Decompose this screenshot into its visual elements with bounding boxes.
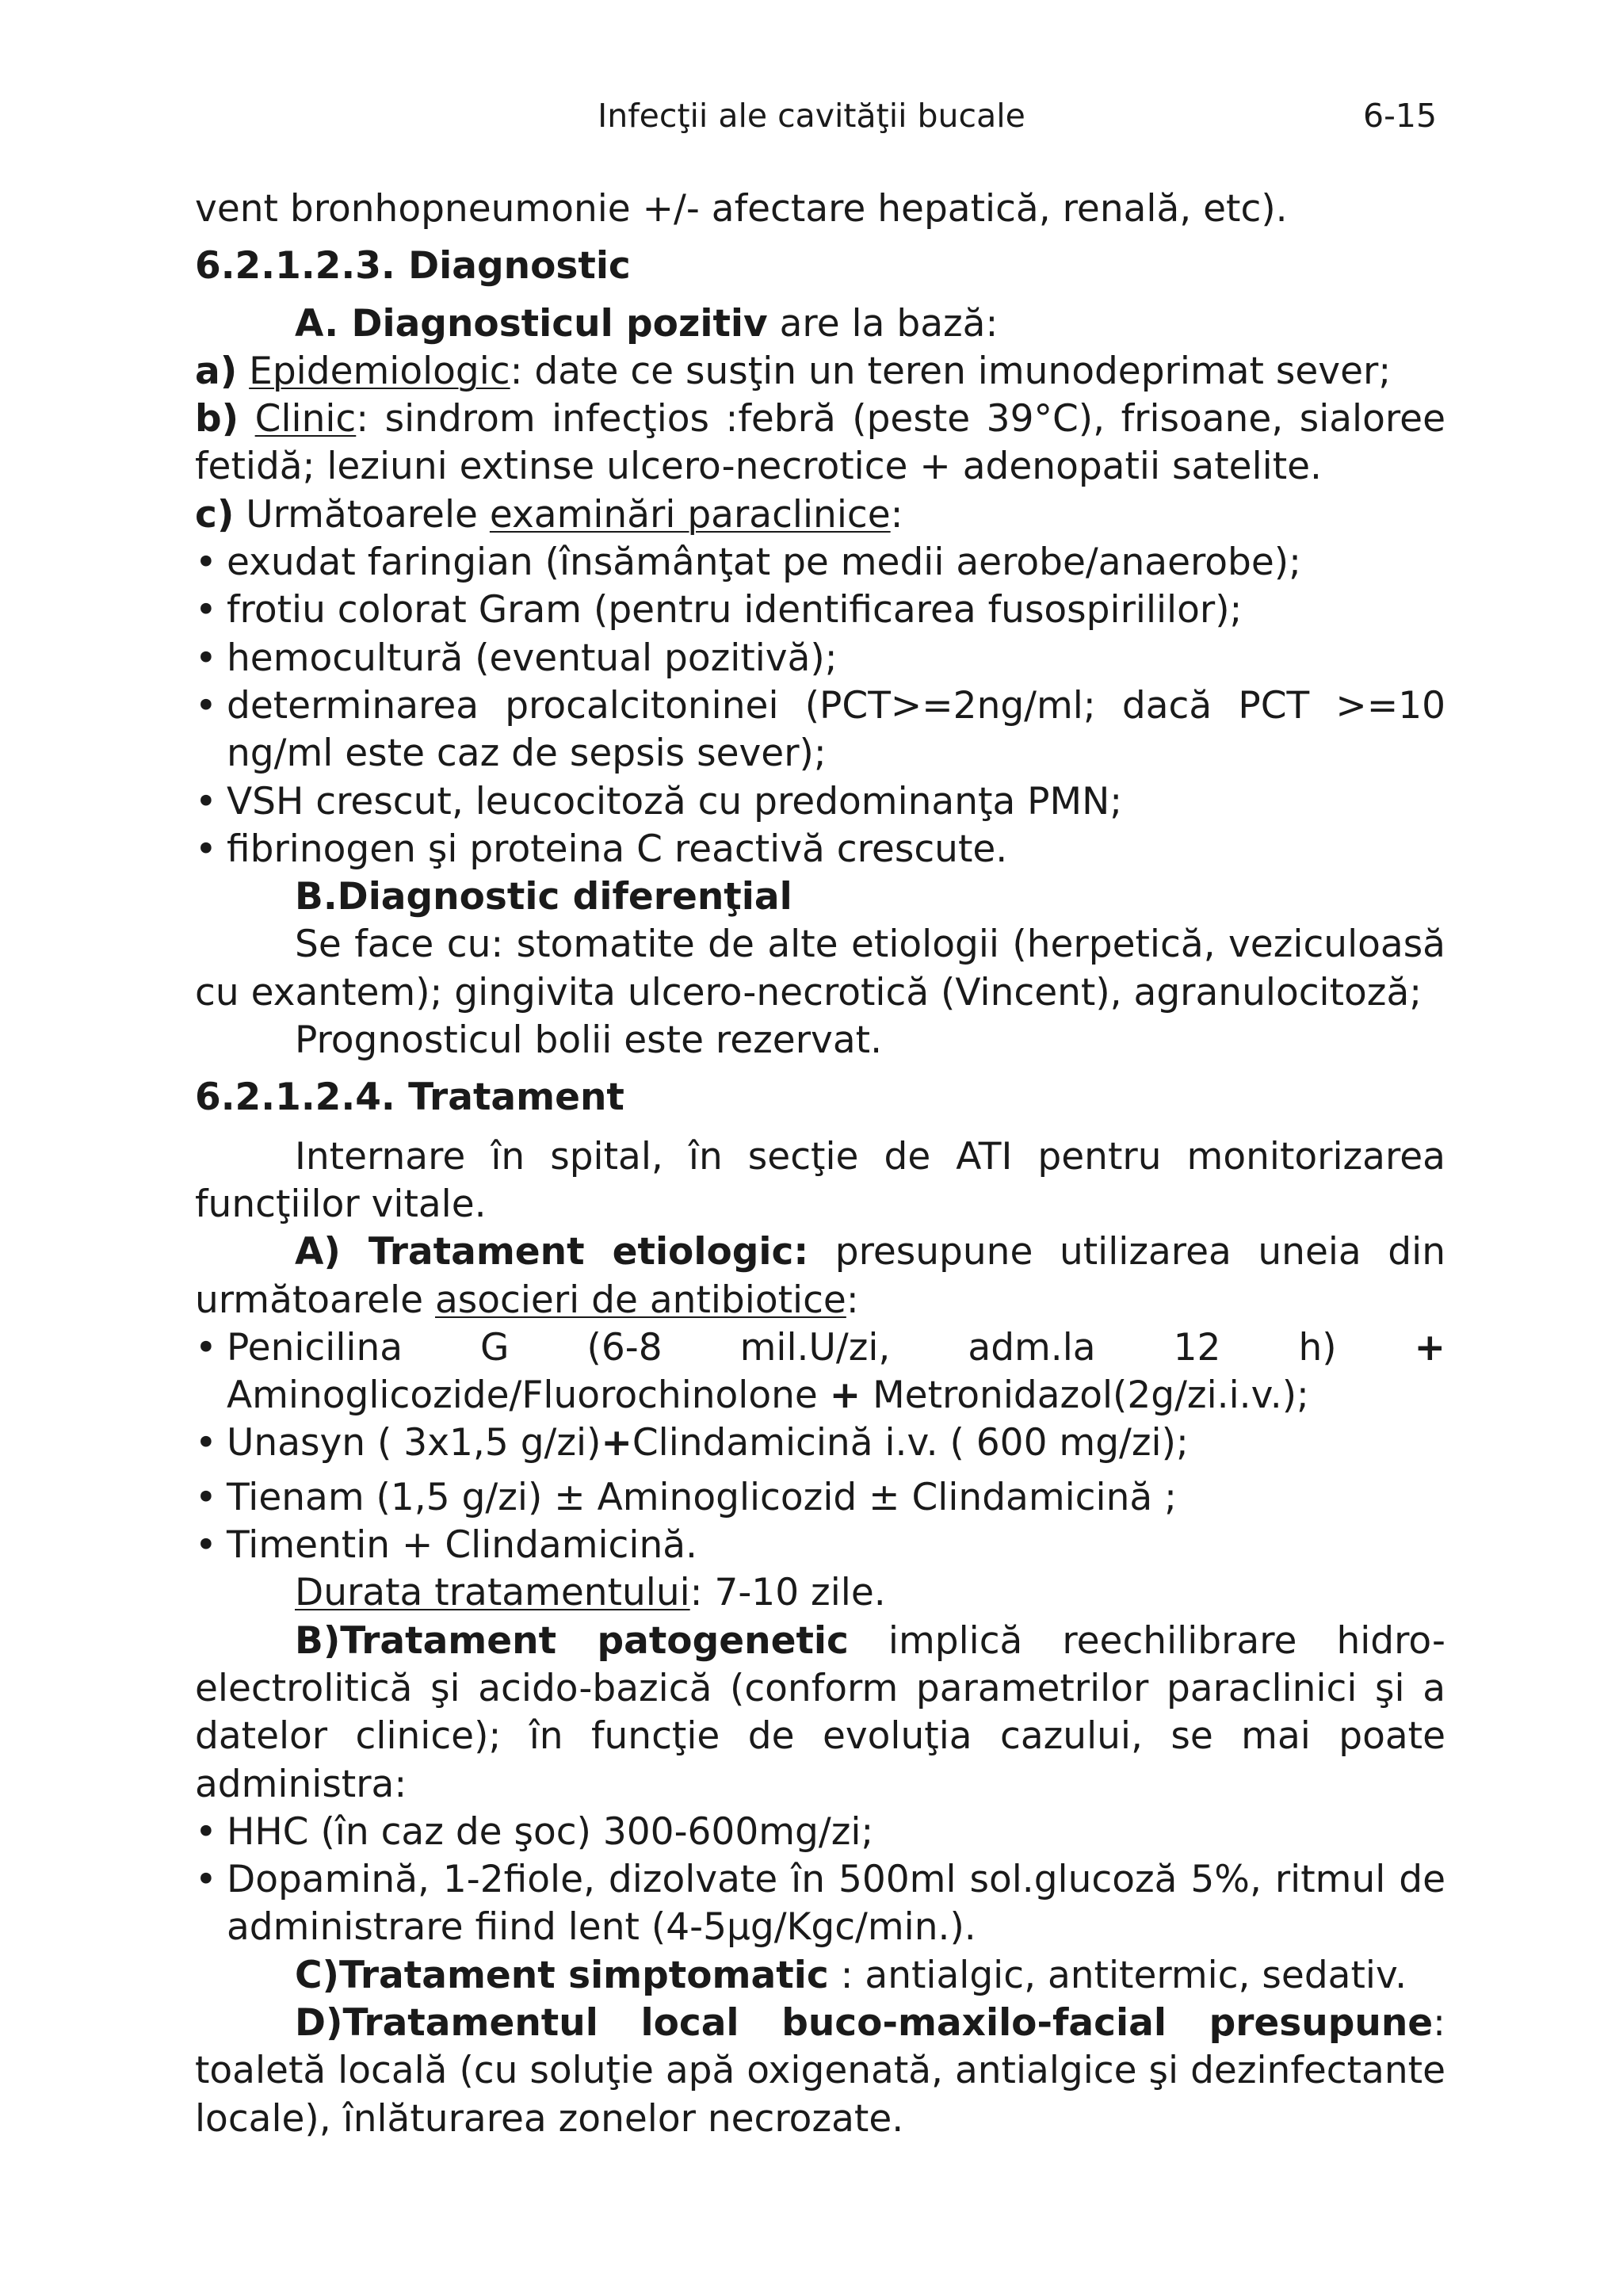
paragraph-differential: Se face cu: stomatite de alte etiologii (herpetică, veziculoasă cu exantem); gingivita ulcero-necrotică (Vincent), agranulocitoză; [195, 923, 1445, 1014]
paragraph-symptomatic-treatment [195, 1952, 1445, 2000]
list-item: • VSH crescut, leucocitoză cu predominanţa PMN; [195, 778, 1445, 826]
subheading-differential-diagnosis: B.Diagnostic diferenţial [295, 875, 792, 919]
list-item: • HHC (în caz de şoc) 300-600mg/zi; [195, 1809, 1445, 1856]
plus-sign: + [601, 1421, 632, 1465]
paragraph-hospitalization: Internare în spital, în secţie de ATI pentru monitorizarea funcţiilor vitale. [195, 1134, 1445, 1226]
plus-sign: + [829, 1373, 861, 1418]
item-clinic [195, 395, 1445, 491]
subheading-pathogenetic-treatment: B)Tratament patogenetic [295, 1618, 849, 1663]
text: : sindrom infecţios :febră (peste 39°C), frisoane, sialoree fetidă; leziuni extinse ulcero-necrotice + adenopatii satelite. [195, 397, 1445, 489]
underlined-term: asocieri de antibiotice [434, 1278, 846, 1322]
text: Metronidazol(2g/zi.i.v.); [861, 1373, 1309, 1418]
list-item [195, 1324, 1445, 1420]
paragraph-pathogenetic-treatment [195, 1618, 1445, 1809]
underlined-term: Epidemiologic [249, 349, 510, 393]
item-marker: b) [195, 397, 239, 441]
page-body [195, 185, 1445, 2143]
list-item: • frotiu colorat Gram (pentru identificarea fusospirililor); [195, 586, 1445, 634]
text: : antialgic, antitermic, sedativ. [828, 1953, 1407, 1997]
section-heading-treatment: 6.2.1.2.4. Tratament [195, 1075, 624, 1120]
subheading-symptomatic-treatment: C)Tratament simptomatic [295, 1953, 829, 1997]
text: Penicilina G (6-8 mil.U/zi, adm.la 12 h) [227, 1325, 1415, 1370]
list-item: • Tienam (1,5 g/zi) ± Aminoglicozid ± Clindamicină ; [195, 1474, 1445, 1522]
item-epidemiologic [195, 348, 1445, 395]
list-item [195, 1419, 1445, 1467]
text: : toaletă locală (cu soluţie apă oxigenată, antialgice şi dezinfectante locale), înlăturarea zonelor necrozate. [195, 2000, 1445, 2141]
paragraph-local-treatment [195, 2000, 1445, 2143]
list-item: • Dopamină, 1-2fiole, dizolvate în 500ml sol.glucoză 5%, ritmul de administrare fiind lent (4-5µg/Kgc/min.). [195, 1856, 1445, 1952]
list-item: • hemocultură (eventual pozitivă); [195, 635, 1445, 682]
paragraph-positive-diagnosis [195, 300, 1445, 348]
plus-sign: + [1414, 1325, 1445, 1370]
list-item: • determinarea procalcitoninei (PCT>=2ng/ml; dacă PCT >=10 ng/ml este caz de sepsis sever); [195, 682, 1445, 778]
item-paraclinic [195, 491, 1445, 539]
underlined-term: examinări paraclinice [489, 492, 891, 537]
list-item: • Timentin + Clindamicină. [195, 1522, 1445, 1569]
text: implică reechilibrare hidro-electrolitică şi acido-bazică (conform parametrilor paraclinici şi a datelor clinice); în funcţie de evoluţia cazului, se mai poate administra: [195, 1618, 1445, 1806]
underlined-term: Clinic [254, 397, 357, 441]
subheading-positive-diagnosis: A. Diagnosticul pozitiv [295, 301, 768, 346]
subheading-local-treatment: D)Tratamentul local buco-maxilo-facial presupune [295, 2000, 1434, 2045]
text: : date ce susţin un teren imunodeprimat sever; [510, 349, 1392, 393]
paragraph-prognosis: Prognosticul bolii este rezervat. [295, 1018, 883, 1063]
text: : [846, 1278, 859, 1322]
underlined-term: Durata tratamentului [295, 1571, 690, 1615]
list-item: • exudat faringian (însămânţat pe medii aerobe/anaerobe); [195, 539, 1445, 586]
paragraph-etiologic-treatment [195, 1228, 1445, 1324]
page-number: 6-15 [1363, 97, 1438, 135]
text: Următoarele [234, 492, 490, 537]
section-heading-diagnostic: 6.2.1.2.3. Diagnostic [195, 244, 631, 288]
text: Unasyn ( 3x1,5 g/zi) [227, 1421, 601, 1465]
text: : [890, 492, 903, 537]
list-item: • fibrinogen şi proteina C reactivă crescute. [195, 826, 1445, 873]
text: presupune utilizarea uneia din următoarele [195, 1230, 1445, 1322]
text: are la bază: [767, 301, 999, 346]
paragraph-duration [195, 1569, 1445, 1617]
item-marker: c) [195, 492, 235, 537]
subheading-etiologic-treatment: A) Tratament etiologic: [295, 1230, 809, 1274]
running-header-title: Infecţii ale cavităţii bucale [598, 97, 1025, 135]
text: : 7-10 zile. [689, 1571, 886, 1615]
item-marker: a) [195, 349, 238, 393]
paragraph-continuation: vent bronhopneumonie +/- afectare hepatică, renală, etc). [195, 187, 1288, 231]
text: Clindamicină i.v. ( 600 mg/zi); [632, 1421, 1189, 1465]
text: Aminoglicozide/Fluorochinolone [227, 1373, 830, 1418]
